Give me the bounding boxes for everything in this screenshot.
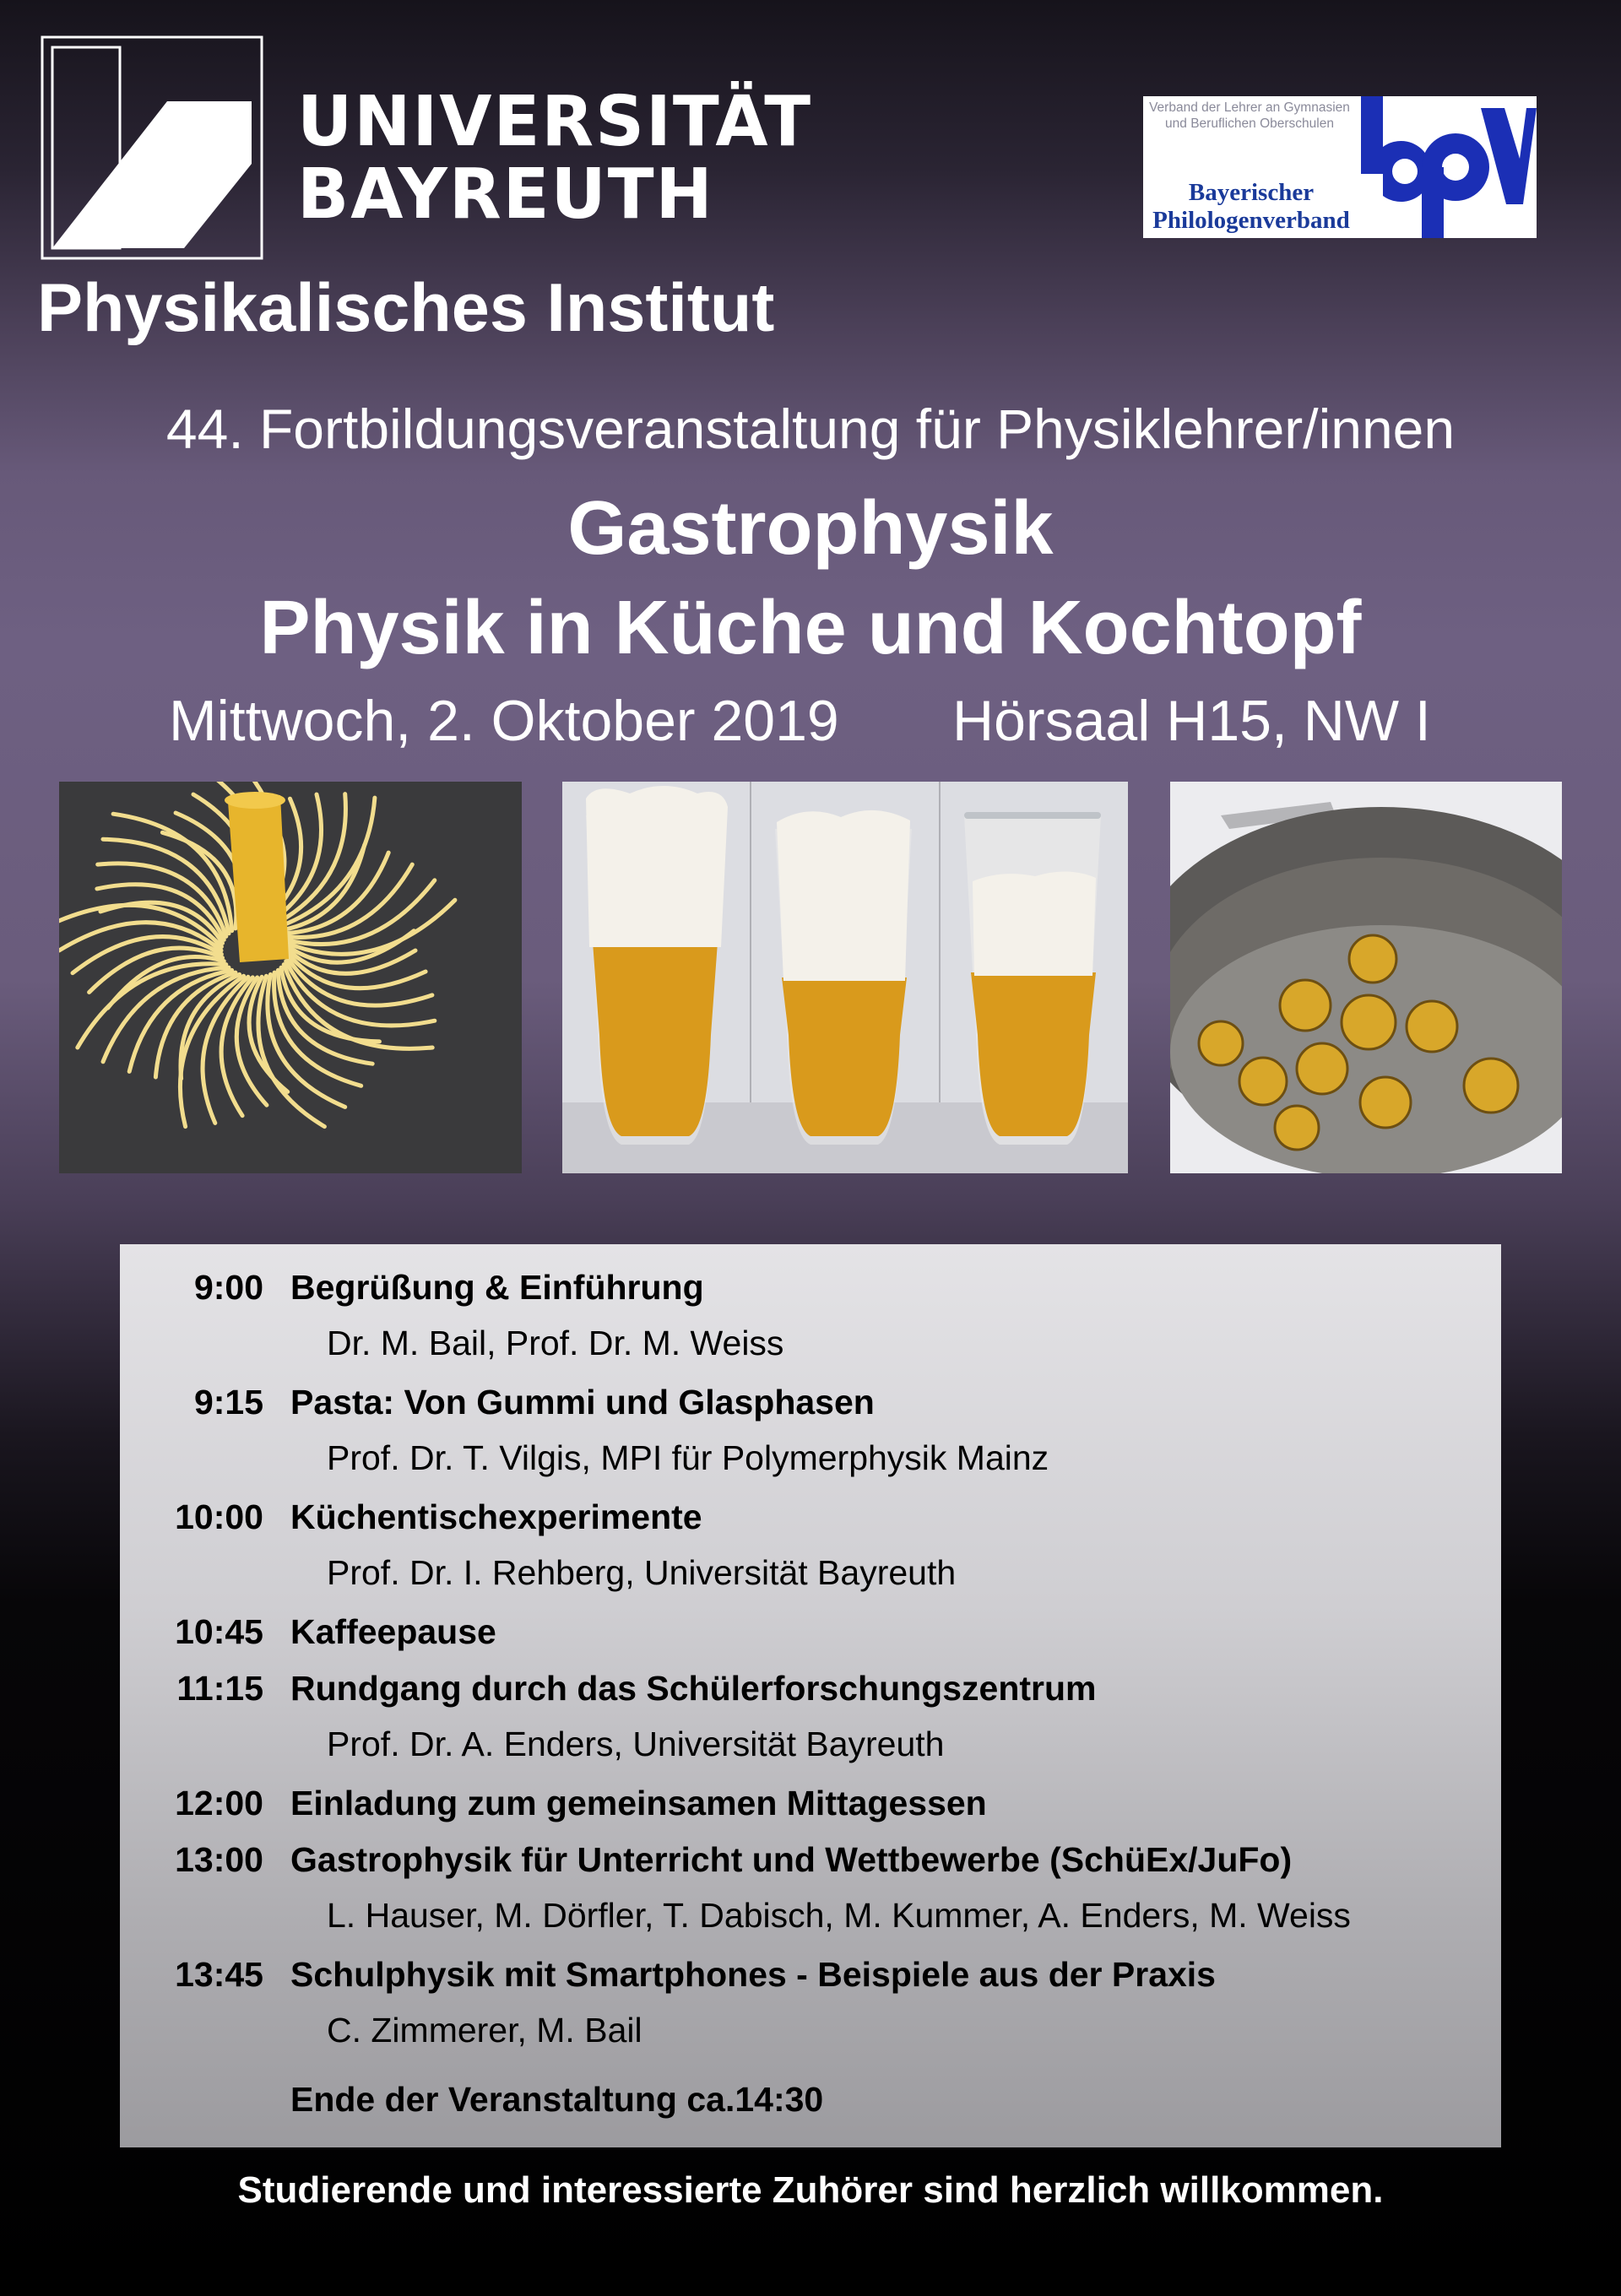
program-title: Pasta: Von Gummi und Glasphasen xyxy=(290,1383,875,1421)
program-speakers: Prof. Dr. A. Enders, Universität Bayreuth xyxy=(327,1725,945,1763)
program-title: Gastrophysik für Unterricht und Wettbewerbe (SchüEx/JuFo) xyxy=(290,1840,1293,1879)
event-venue: Hörsaal H15, NW I xyxy=(952,689,1431,753)
dumplings-pot-photo xyxy=(1170,782,1562,1173)
program-time: 10:45 xyxy=(175,1612,263,1651)
program-speakers: Prof. Dr. I. Rehberg, Universität Bayreuth xyxy=(327,1553,957,1592)
program-time: 13:45 xyxy=(175,1955,263,1994)
university-name-line1: UNIVERSITÄT xyxy=(297,82,813,162)
program-time: 9:00 xyxy=(193,1268,263,1307)
program-speakers: Prof. Dr. T. Vilgis, MPI für Polymerphysik Mainz xyxy=(327,1438,1049,1477)
event-date: Mittwoch, 2. Oktober 2019 xyxy=(169,689,839,753)
program-title: Rundgang durch das Schülerforschungszentrum xyxy=(290,1669,1097,1708)
pasta-photo xyxy=(59,782,522,1173)
program-end: Ende der Veranstaltung ca.14:30 xyxy=(290,2080,824,2119)
program-time: 13:00 xyxy=(175,1840,263,1879)
bpv-name-text: Bayerischer Philologenverband xyxy=(1152,179,1350,234)
event-title-secondary: Physik in Küche und Kochtopf xyxy=(259,586,1362,670)
program-speakers: Dr. M. Bail, Prof. Dr. M. Weiss xyxy=(327,1324,784,1362)
event-subtitle: 44. Fortbildungsveranstaltung für Physiklehrer/innen xyxy=(165,398,1456,460)
institute-name: Physikalisches Institut xyxy=(37,270,775,346)
program-title: Küchentischexperimente xyxy=(290,1497,702,1536)
program-title: Begrüßung & Einführung xyxy=(290,1268,704,1307)
bpv-mark xyxy=(1354,96,1537,238)
university-name xyxy=(297,82,823,235)
program-time: 12:00 xyxy=(175,1784,263,1822)
university-logo xyxy=(41,35,263,260)
program-title: Schulphysik mit Smartphones - Beispiele aus der Praxis xyxy=(290,1955,1216,1994)
program-title: Kaffeepause xyxy=(290,1612,496,1651)
bpv-logo xyxy=(1143,96,1537,238)
bpv-association-text: Verband der Lehrer an Gymnasien und Beruflichen Oberschulen xyxy=(1149,100,1350,131)
program-time: 11:15 xyxy=(176,1669,263,1708)
footer-note: Studierende und interessierte Zuhörer sind herzlich willkommen. xyxy=(237,2169,1384,2211)
program-schedule xyxy=(120,1244,1501,2147)
program-speakers: L. Hauser, M. Dörfler, T. Dabisch, M. Kummer, A. Enders, M. Weiss xyxy=(327,1896,1351,1935)
beer-foam-photo xyxy=(562,782,1128,1173)
event-title: Gastrophysik xyxy=(567,486,1054,571)
university-name-line2: BAYREUTH xyxy=(297,154,714,235)
program-title: Einladung zum gemeinsamen Mittagessen xyxy=(290,1784,987,1822)
program-time: 9:15 xyxy=(193,1383,263,1421)
program-speakers: C. Zimmerer, M. Bail xyxy=(327,2011,642,2050)
program-time: 10:00 xyxy=(175,1497,263,1536)
